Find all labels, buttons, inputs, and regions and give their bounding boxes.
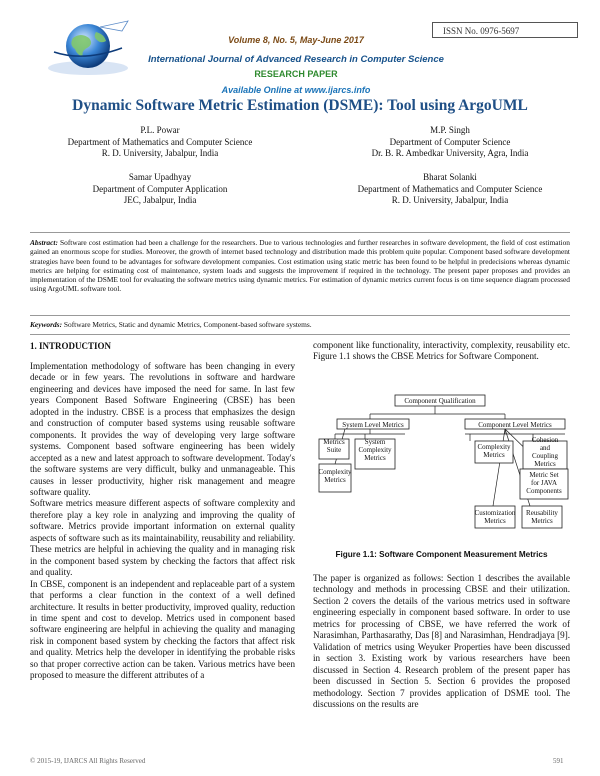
figure-1-1 [315,390,573,552]
fig-label-complexity-left: Complexity Metrics [318,468,352,484]
abstract [30,238,570,294]
author-name: M.P. Singh [430,125,470,135]
paragraph: Software metrics measure different aspects of software complexity and therefore play a key role in analyzing and improving the quality of software. Metrics provide important information on external quality aspects of software such as its maintainability, reusability and reliability. These metrics are helpful in achieving the quality and in managing risk in the component based system by checking the factors that affect risk and quality. [30,498,295,578]
paper-type: RESEARCH PAPER [254,69,338,79]
author-dept: Department of Mathematics and Computer Science [357,184,543,194]
abstract-label: Abstract: [30,238,58,247]
volume-line: Volume 8, No. 5, May-June 2017 [228,35,364,45]
author-block [50,172,270,206]
paragraph: In CBSE, component is an independent and replaceable part of a system that performs a clear function in the context of a well defined architecture. It results in better productivity, improved quality, reduction in time spent and cost to develop. Metrics used in component based software engineering are helpful in achieving the quality and managing risk in component based system by checking the factors that affect risk and quality. Metrics help the developer in identifying the probable risks so that proper corrective action can be taken. Various metrics have been proposed to measure the different attributes of a [30,578,295,681]
author-affiliation: R. D. University, Jabalpur, India [101,148,219,158]
author-block [340,172,560,206]
author-name: Bharat Solanki [423,172,477,182]
journal-name: International Journal of Advanced Research in Computer Science [148,54,444,65]
author-dept: Department of Computer Science [389,137,511,147]
abstract-text: Software cost estimation had been a challenge for the researchers. Due to various technologies and further researches in software development, the field of cost estimation gained an enormous scope for studies. Moreover, the growth of internet based technology and distribution made this problem quite popular. Component based software development strategies have been found to be advantages for software development companies. Cost estimation using static metric has been found to be helpful in predecisions whereas dynamic metrics are helping for estimating cost of maintenance, system loads and suggests the improvement if required in the technology. The present paper proposes and provides an implementation of the DSME tool for evaluating the software metrics using dynamic metrics. For estimation of dynamic metrics current focus is on time sequence diagram processed using ArgoUML software tool. [30,238,570,294]
divider [30,315,570,316]
fig-label-reusability: Reusability Metrics [526,509,558,525]
author-dept: Department of Computer Application [92,184,228,194]
keywords-label: Keywords: [30,320,63,329]
fig-label-component-level: Component Level Metrics [478,421,552,429]
author-affiliation: R. D. University, Jabalpur, India [391,195,509,205]
author-block [340,125,560,159]
figure-caption: Figure 1.1: Software Component Measurement Metrics [335,550,548,559]
fig-label-java: Metric Set for JAVA Components [526,471,562,495]
fig-label-metrics-suite: Metrics Suite [323,438,345,454]
author-affiliation: Dr. B. R. Ambedkar University, Agra, India [371,148,529,158]
fig-label-complexity-top: Complexity Metrics [477,443,511,459]
author-dept: Department of Mathematics and Computer Science [67,137,253,147]
right-column-bottom: The paper is organized as follows: Section 1 describes the available technology and methods in processing CBSE and their utilization. Section 2 covers the details of the various metrics used in software engineering especially in component based software. In order to use metrics for processing of CBSE, we have referred the work of Narasimhan, Parthasarathy, Das [8] and Narasimhan, Hendradjaya [9]. Validation of metrics using Weyuker Properties have been discussed in section 3. Existing work by various researchers have been discussed in Section 4. Research problem of the present paper has been discussed in Section 5. Section 6 provides the proposed methodology. Section 7 provides application of DSME tool. The discussions on the results are [313,573,570,709]
keywords-text: Software Metrics, Static and dynamic Metrics, Component-based software systems. [63,320,312,329]
page-number: 591 [553,757,564,765]
paper-title: Dynamic Software Metric Estimation (DSME): Tool using ArgoUML [72,97,528,114]
divider [30,232,570,233]
divider [30,334,570,335]
journal-url[interactable]: Available Online at www.ijarcs.info [221,85,371,95]
issn-box: ISSN No. 0976-5697 [432,22,578,38]
fig-label-root: Component Qualification [404,397,476,405]
left-column [30,361,295,682]
section-heading: 1. INTRODUCTION [30,341,112,351]
fig-label-customization: Customization Metrics [474,509,516,525]
author-block [50,125,270,159]
author-affiliation: JEC, Jabalpur, India [123,195,197,205]
fig-label-system-level: System Level Metrics [342,421,404,429]
fig-label-system-complexity: System Complexity Metrics [358,438,392,462]
right-column-top: component like functionality, interactivity, complexity, reusability etc. Figure 1.1 shows the CBSE Metrics for Software Component. [313,340,570,362]
copyright: © 2015-19, IJARCS All Rights Reserved [30,757,146,765]
author-name: Samar Upadhyay [128,172,192,182]
paragraph: Implementation methodology of software has been changing in every decade or in few years. The revolutions in software and hardware engineering and devices have imposed the need for same. In last few years Component Based Software Engineering (CBSE) has been adopted in the industry. CBSE is a process that emphasizes the design and construction of computer based systems using reusable software components. It provides the way of developing very large software systems. Component based software engineering has been widely accepted as a new and latest approach to software development. Today's the software systems are very difficult, bulky and unmanageable. This causes in lesser productivity, higher risk management and meagre software quality. [30,361,295,497]
keywords [30,320,570,329]
fig-label-cohesion: Cohesion and Coupling Metrics [531,436,559,468]
author-name: P.L. Powar [140,125,180,135]
